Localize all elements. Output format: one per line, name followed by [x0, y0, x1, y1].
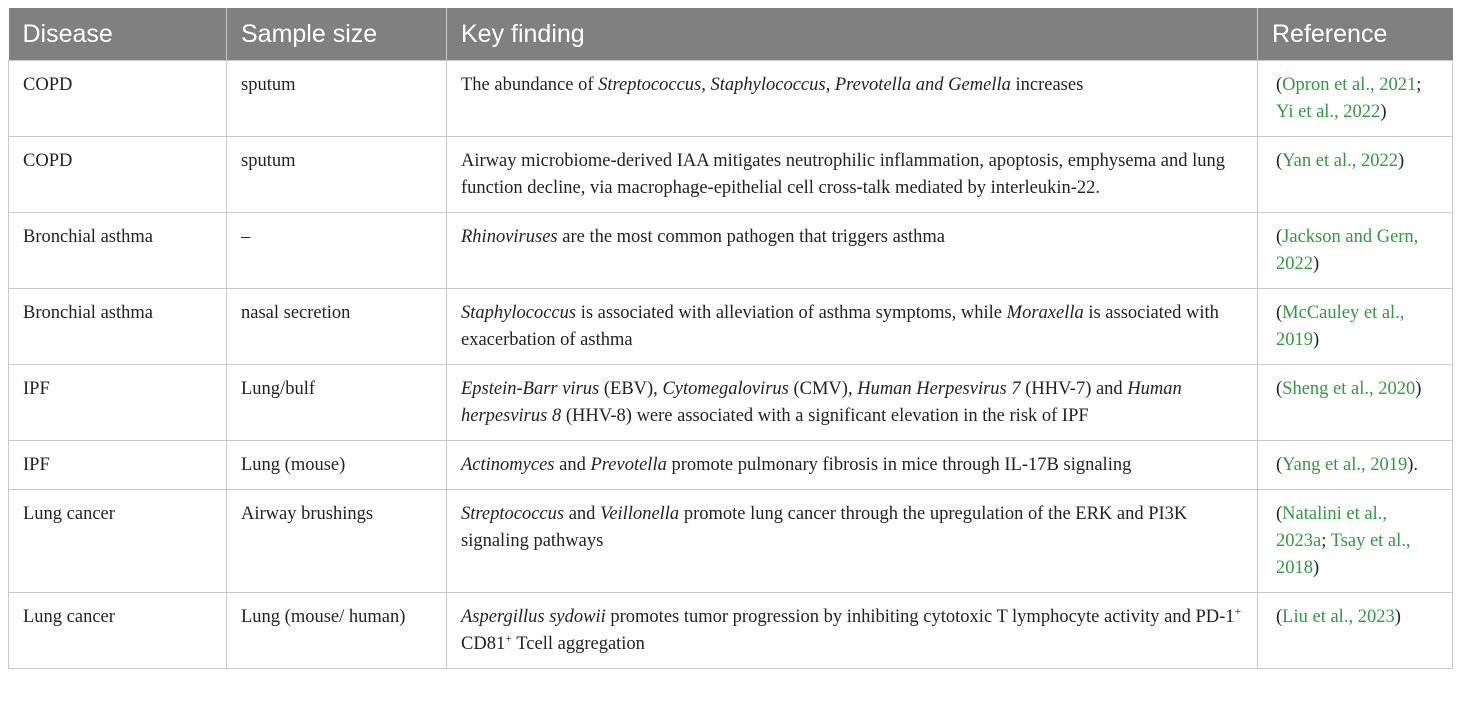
finding-taxon: Cytomegalovirus	[662, 379, 789, 399]
ref-link[interactable]: Yang et al., 2019	[1282, 455, 1408, 475]
finding-text: promote pulmonary fibrosis in mice through IL-17B signaling	[666, 455, 1132, 475]
finding-taxon: Human herpesvirus 8	[461, 379, 1182, 426]
finding-cell	[447, 593, 1258, 669]
finding-text: CD81	[461, 634, 506, 654]
disease-cell: IPF	[9, 365, 227, 441]
disease-cell: COPD	[9, 137, 227, 213]
sample-cell: sputum	[227, 61, 447, 137]
table-header-row	[9, 8, 1453, 61]
reference-cell	[1258, 289, 1453, 365]
finding-taxon: Actinomyces	[461, 455, 555, 475]
header-disease: Disease	[9, 8, 227, 61]
ref-close-paren: )	[1313, 558, 1320, 578]
ref-link[interactable]: Natalini et al., 2023a	[1276, 504, 1387, 551]
findings-table-container	[8, 8, 1452, 669]
table-row	[9, 441, 1453, 490]
ref-close-paren: )	[1394, 607, 1401, 627]
finding-text: The abundance of	[461, 75, 599, 95]
finding-cell	[447, 289, 1258, 365]
table-row	[9, 213, 1453, 289]
table-row	[9, 593, 1453, 669]
finding-cell	[447, 137, 1258, 213]
header-key-finding: Key finding	[447, 8, 1258, 61]
finding-taxon: Moraxella	[1006, 303, 1084, 323]
table-row	[9, 289, 1453, 365]
header-sample-size: Sample size	[227, 8, 447, 61]
ref-separator: ;	[1416, 75, 1422, 95]
findings-table	[8, 8, 1453, 669]
finding-text: (HHV-7) and	[1020, 379, 1128, 399]
ref-link[interactable]: Yi et al., 2022	[1276, 102, 1381, 122]
finding-taxon: Human Herpesvirus 7	[857, 379, 1021, 399]
ref-close-paren: )	[1380, 102, 1387, 122]
finding-text: (CMV),	[788, 379, 858, 399]
finding-cell	[447, 213, 1258, 289]
finding-text: and	[564, 504, 601, 524]
ref-open-paren: (	[1276, 379, 1283, 399]
ref-open-paren: (	[1276, 504, 1283, 524]
disease-cell: Lung cancer	[9, 593, 227, 669]
table-row	[9, 490, 1453, 593]
ref-open-paren: (	[1276, 607, 1283, 627]
finding-taxon: Staphylococcus	[461, 303, 577, 323]
finding-text: is associated with exacerbation of asthma	[461, 303, 1219, 350]
reference-cell	[1258, 490, 1453, 593]
ref-close-paren: )	[1397, 151, 1405, 171]
finding-taxon: Streptococcus, Staphylococcus, Prevotella and Gemella	[598, 75, 1011, 95]
ref-link[interactable]: Yan et al., 2022	[1282, 151, 1398, 171]
sample-cell: –	[227, 213, 447, 289]
finding-text: are the most common pathogen that triggers asthma	[557, 227, 945, 247]
finding-cell	[447, 365, 1258, 441]
finding-text: (EBV),	[599, 379, 663, 399]
ref-close-paren: )	[1313, 330, 1320, 350]
ref-link[interactable]: Tsay et al., 2018	[1276, 531, 1411, 578]
finding-taxon: Epstein-Barr virus	[461, 379, 600, 399]
ref-close-paren: ).	[1407, 455, 1419, 475]
reference-cell	[1258, 593, 1453, 669]
disease-cell: Bronchial asthma	[9, 213, 227, 289]
reference-cell	[1258, 213, 1453, 289]
reference-cell	[1258, 441, 1453, 490]
disease-cell: Lung cancer	[9, 490, 227, 593]
ref-separator: ;	[1321, 531, 1327, 551]
ref-close-paren: )	[1415, 379, 1422, 399]
finding-text: Tcell aggregation	[511, 634, 645, 654]
superscript-plus: +	[1234, 603, 1242, 618]
finding-text: Airway microbiome-derived IAA mitigates neutrophilic inflammation, apoptosis, emphysema and lung function decline, via macrophage-epithelial cell cross-talk mediated by interleukin-22.	[461, 151, 1225, 198]
ref-open-paren: (	[1276, 455, 1283, 475]
sample-cell: Airway brushings	[227, 490, 447, 593]
ref-link[interactable]: Opron et al., 2021	[1282, 75, 1417, 95]
sample-cell: Lung (mouse)	[227, 441, 447, 490]
reference-cell	[1258, 61, 1453, 137]
sample-cell: Lung/bulf	[227, 365, 447, 441]
finding-cell	[447, 441, 1258, 490]
finding-cell	[447, 61, 1258, 137]
finding-text: (HHV-8) were associated with a significant elevation in the risk of IPF	[561, 406, 1089, 426]
table-row	[9, 137, 1453, 213]
reference-cell	[1258, 137, 1453, 213]
finding-taxon: Veillonella	[600, 504, 680, 524]
sample-cell: sputum	[227, 137, 447, 213]
ref-link[interactable]: Liu et al., 2023	[1282, 607, 1395, 627]
ref-open-paren: (	[1276, 75, 1283, 95]
finding-taxon: Prevotella	[590, 455, 667, 475]
finding-text: is associated with alleviation of asthma symptoms, while	[576, 303, 1007, 323]
finding-text: increases	[1010, 75, 1084, 95]
ref-open-paren: (	[1276, 303, 1283, 323]
finding-taxon: Aspergillus sydowii	[461, 607, 606, 627]
sample-cell: Lung (mouse/ human)	[227, 593, 447, 669]
ref-link[interactable]: McCauley et al., 2019	[1276, 303, 1405, 350]
ref-link[interactable]: Jackson and Gern, 2022	[1276, 227, 1419, 274]
finding-taxon: Streptococcus	[461, 504, 565, 524]
superscript-plus: +	[505, 630, 512, 645]
finding-text: and	[554, 455, 591, 475]
sample-cell: nasal secretion	[227, 289, 447, 365]
finding-text: promote lung cancer through the upregulation of the ERK and PI3K signaling pathways	[461, 504, 1188, 551]
header-reference: Reference	[1258, 8, 1453, 61]
ref-open-paren: (	[1276, 227, 1283, 247]
finding-text: promotes tumor progression by inhibiting cytotoxic T lymphocyte activity and PD-1	[605, 607, 1235, 627]
reference-cell	[1258, 365, 1453, 441]
ref-link[interactable]: Sheng et al., 2020	[1282, 379, 1416, 399]
finding-cell	[447, 490, 1258, 593]
disease-cell: IPF	[9, 441, 227, 490]
disease-cell: COPD	[9, 61, 227, 137]
ref-open-paren: (	[1276, 151, 1283, 171]
finding-taxon: Rhinoviruses	[461, 227, 558, 247]
disease-cell: Bronchial asthma	[9, 289, 227, 365]
table-row	[9, 365, 1453, 441]
ref-close-paren: )	[1313, 254, 1320, 274]
table-row	[9, 61, 1453, 137]
